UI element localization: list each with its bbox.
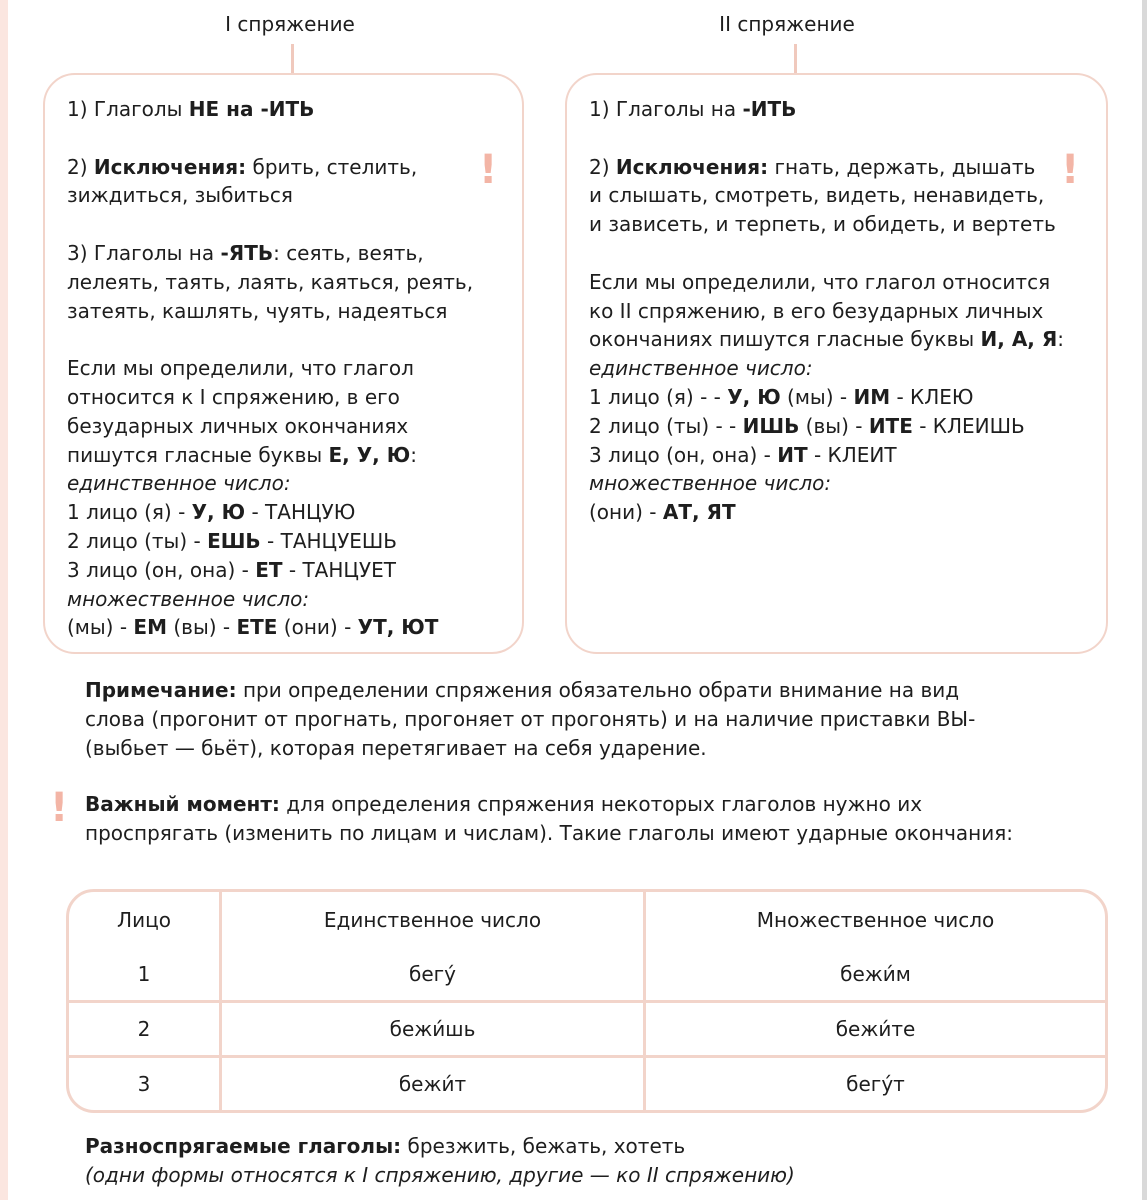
rule-line <box>589 268 1084 297</box>
rule-line <box>67 441 500 470</box>
text-run: - КЛЕИТ <box>807 442 897 467</box>
rule-line <box>67 527 500 556</box>
table-header-person: Лицо <box>69 892 222 948</box>
rule-line <box>589 297 1084 326</box>
table-cell: 2 <box>69 1003 222 1058</box>
text-run: (они) - <box>277 615 358 640</box>
highlight-text: ЕШЬ <box>207 528 261 553</box>
text-run: и зависеть, и терпеть, и обидеть, и вертеть <box>589 212 1056 237</box>
rule-line <box>67 181 500 210</box>
text-run: безударных личных окончаниях <box>67 413 409 438</box>
highlight-text: -ЯТЬ <box>220 240 274 265</box>
rule-line <box>589 383 1084 412</box>
highlight-text: ЕМ <box>133 615 167 640</box>
rule-line <box>67 95 500 124</box>
text-run: 1 лицо (я) - - <box>589 384 728 409</box>
text-run: 3 лицо (он, она) - <box>67 557 256 582</box>
conjugation-table <box>66 889 1108 1113</box>
table-cell: бежи́т <box>222 1058 646 1110</box>
important-text: проспрягать (изменить по лицам и числам). Такие глаголы имеют ударные окончания: <box>85 821 1013 845</box>
rule-line <box>67 469 500 498</box>
text-run: окончаниях пишутся гласные буквы <box>589 327 981 352</box>
note-label: Примечание: <box>85 678 237 702</box>
text-run: Если мы определили, что глагол относится <box>589 269 1051 294</box>
text-run: 1) Глаголы <box>67 97 189 121</box>
table-cell: 3 <box>69 1058 222 1110</box>
rule-line <box>67 498 500 527</box>
text-run: затеять, кашлять, чуять, надеяться <box>67 298 448 323</box>
text-run: - ТАНЦУЕТ <box>282 557 396 582</box>
rule-line <box>589 354 1084 383</box>
rule-line <box>67 613 500 642</box>
text-run: лелеять, таять, лаять, каяться, реять, <box>67 269 474 294</box>
conjugation-2-title: II спряжение <box>719 12 855 36</box>
text-run: - КЛЕЮ <box>890 384 974 409</box>
rule-line <box>67 412 500 441</box>
text-run: единственное число: <box>67 471 291 496</box>
conjugation-2-box <box>565 73 1108 654</box>
text-run: (мы) - <box>67 615 134 640</box>
rule-line <box>67 354 500 383</box>
text-run: 3) Глаголы на <box>67 240 221 265</box>
highlight-text: ИТ <box>777 442 808 467</box>
rule-line <box>67 239 500 268</box>
table-cell: бегу́ <box>222 948 646 1003</box>
rule-line <box>589 181 1084 210</box>
exclamation-icon: ! <box>479 147 498 193</box>
highlight-text: НЕ на -ИТЬ <box>188 97 315 121</box>
highlight-text: И, А, Я <box>980 327 1058 352</box>
text-run: (вы) - <box>167 615 237 640</box>
conjugation-1-box <box>43 73 524 654</box>
rule-line <box>67 153 500 182</box>
text-run: пишутся гласные буквы <box>67 442 329 467</box>
highlight-text: ИТЕ <box>868 413 913 438</box>
connector-line <box>794 44 797 74</box>
text-run: ко II спряжению, в его безударных личных <box>589 298 1044 323</box>
spacer <box>67 124 500 153</box>
table-cell: бежи́м <box>646 948 1105 1003</box>
conjugation-1-title: I спряжение <box>225 12 355 36</box>
text-run: зиждиться, зыбиться <box>67 183 293 208</box>
rule-line <box>589 498 1084 527</box>
rule-line <box>67 556 500 585</box>
spacer <box>589 239 1084 268</box>
footer-paragraph <box>85 1132 1085 1190</box>
rule-line <box>589 441 1084 470</box>
text-run: брить, стелить, <box>246 154 418 179</box>
text-run: 3 лицо (он, она) - <box>589 442 778 467</box>
text-run: - КЛЕИШЬ <box>912 413 1025 438</box>
rule-line <box>589 325 1084 354</box>
rule-line <box>67 383 500 412</box>
footer-text: брезжить, бежать, хотеть <box>401 1134 686 1158</box>
text-run: 2 лицо (ты) - <box>67 528 208 553</box>
text-run: множественное число: <box>67 586 310 611</box>
table-header-row <box>69 892 1105 948</box>
table-cell: 1 <box>69 948 222 1003</box>
highlight-text: УТ, ЮТ <box>357 615 439 640</box>
text-run: 1 лицо (я) - <box>67 500 192 525</box>
text-run: Если мы определили, что глагол <box>67 356 414 381</box>
note-text: (выбьет — бьёт), которая перетягивает на себя ударение. <box>85 736 707 760</box>
table-row <box>69 1058 1105 1110</box>
text-run: (мы) - <box>780 384 854 409</box>
text-run: 2) <box>67 154 94 179</box>
table-row <box>69 948 1105 1003</box>
important-paragraph <box>85 790 1085 848</box>
text-run: гнать, держать, дышать <box>768 154 1036 179</box>
rule-line <box>589 469 1084 498</box>
text-run: : <box>1057 327 1065 352</box>
spacer <box>589 124 1084 153</box>
footer-note: (одни формы относятся к I спряжению, другие — ко II спряжению) <box>85 1163 795 1187</box>
important-text: для определения спряжения некоторых глаголов нужно их <box>279 792 923 816</box>
note-text: слова (прогонит от прогнать, прогоняет от прогонять) и на наличие приставки ВЫ- <box>85 707 976 731</box>
highlight-text: ИМ <box>853 384 891 409</box>
text-run: : сеять, веять, <box>273 240 424 265</box>
text-run: относится к I спряжению, в его <box>67 384 400 409</box>
rule-line <box>589 210 1084 239</box>
highlight-text: У, Ю <box>727 384 781 409</box>
highlight-text: ЕТ <box>255 557 283 582</box>
table-cell: бегу́т <box>846 1072 905 1096</box>
text-run: (вы) - <box>799 413 869 438</box>
footer-label: Разноспрягаемые глаголы: <box>85 1134 402 1158</box>
text-run: 2) <box>589 154 616 179</box>
rule-line <box>589 412 1084 441</box>
text-run: множественное число: <box>589 471 832 496</box>
table-header-plural: Множественное число <box>756 908 995 932</box>
table-cell: бежи́те <box>646 1003 1105 1058</box>
spacer <box>67 325 500 354</box>
rule-line <box>589 95 1084 124</box>
important-label: Важный момент: <box>85 792 280 816</box>
highlight-text: АТ, ЯТ <box>662 500 736 525</box>
text-run: единственное число: <box>589 356 813 381</box>
text-run: (они) - <box>589 500 663 525</box>
left-margin-stripe <box>0 0 8 1200</box>
text-run: : <box>410 442 417 467</box>
rule-line <box>67 585 500 614</box>
right-page-edge <box>1142 0 1147 1200</box>
highlight-text: ЕТЕ <box>236 615 278 640</box>
text-run: 2 лицо (ты) - - <box>589 413 743 438</box>
highlight-text: У, Ю <box>191 500 246 525</box>
connector-line <box>291 44 294 74</box>
rule-line <box>589 153 1084 182</box>
note-paragraph <box>85 676 1085 763</box>
highlight-text: Исключения: <box>93 154 247 179</box>
text-run: 1) Глаголы на <box>589 97 743 121</box>
table-cell: бежи́шь <box>222 1003 646 1058</box>
table-header-singular: Единственное число <box>222 892 646 948</box>
table-row <box>69 1003 1105 1058</box>
rule-line <box>67 268 500 297</box>
note-text: при определении спряжения обязательно обрати внимание на вид <box>236 678 960 702</box>
spacer <box>67 210 500 239</box>
text-run: и слышать, смотреть, видеть, ненавидеть, <box>589 183 1045 208</box>
rule-line <box>67 297 500 326</box>
exclamation-icon: ! <box>50 785 69 831</box>
text-run: - ТАНЦУЕШЬ <box>260 528 398 553</box>
text-run: - ТАНЦУЮ <box>245 500 356 525</box>
highlight-text: ИШЬ <box>742 413 800 438</box>
exclamation-icon: ! <box>1061 147 1080 193</box>
highlight-text: Е, У, Ю <box>328 442 411 467</box>
highlight-text: Исключения: <box>615 154 769 179</box>
highlight-text: -ИТЬ <box>742 97 797 121</box>
